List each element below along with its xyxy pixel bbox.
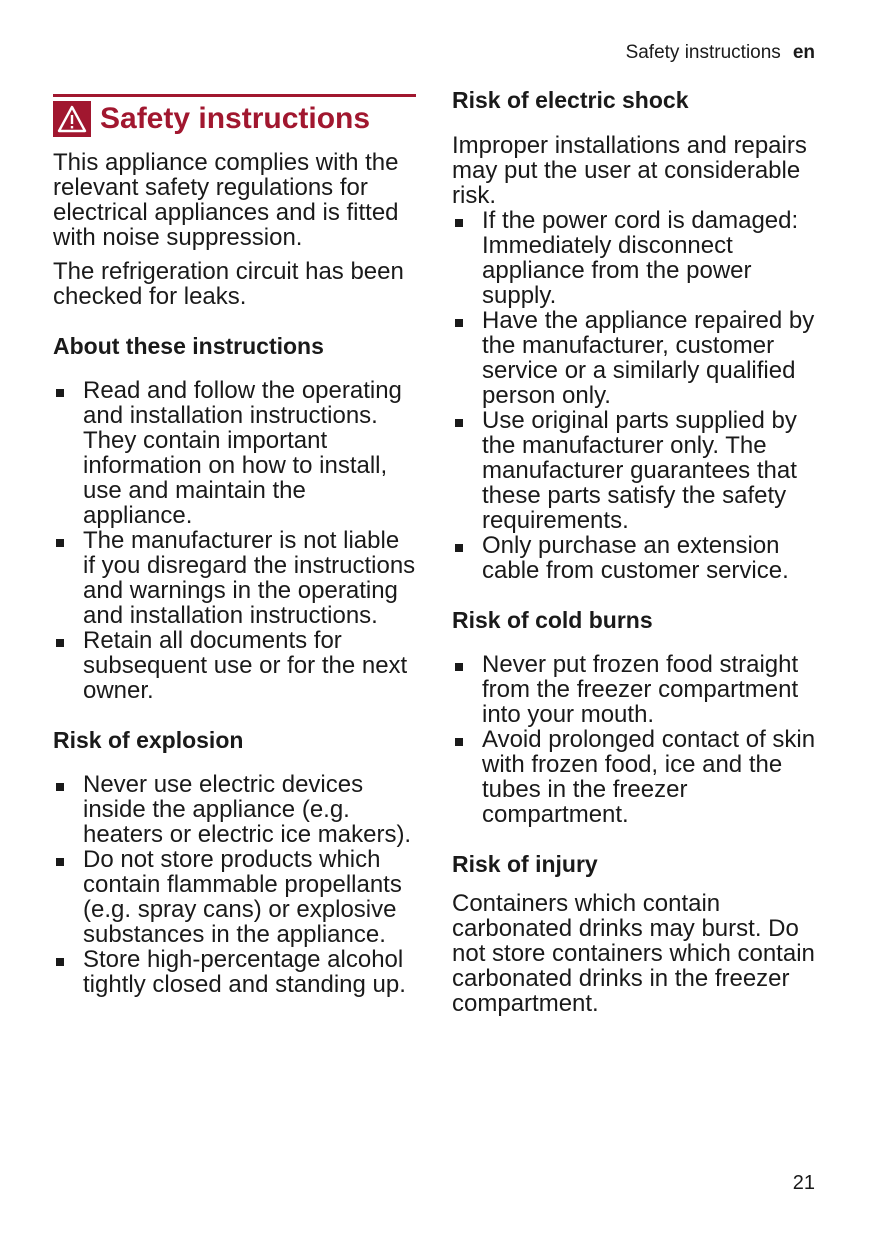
list-item-text: Never put frozen food straight from the freezer compartment into your mouth. xyxy=(482,651,799,728)
list-item-text: Never use electric devices inside the appliance (e.g. heaters or electric ice makers). xyxy=(83,771,412,848)
list-item-text: Store high-percentage alcohol tightly closed and standing up. xyxy=(83,946,406,998)
bullet-square-icon xyxy=(56,539,64,547)
cold-heading: Risk of cold burns xyxy=(452,607,653,633)
bullet-square-icon xyxy=(56,639,64,647)
electric-list xyxy=(452,208,822,583)
injury-paragraph: Containers which contain carbonated drinks may burst. Do not store containers which contain carbonated drinks in the freezer compartment. xyxy=(452,890,815,1017)
bullet-square-icon xyxy=(455,663,463,671)
bullet-square-icon xyxy=(56,389,64,397)
list-item-text: The manufacturer is not liable if you disregard the instructions and warnings in the operating and installation instructions. xyxy=(83,527,416,629)
list-item xyxy=(452,533,822,583)
injury-heading: Risk of injury xyxy=(452,851,598,877)
section-title xyxy=(53,101,416,137)
left-column xyxy=(53,94,416,997)
bullet-square-icon xyxy=(455,419,463,427)
bullet-square-icon xyxy=(455,219,463,227)
warning-icon xyxy=(53,101,91,137)
section-title-text: Safety instructions xyxy=(100,102,371,135)
bullet-square-icon xyxy=(455,738,463,746)
electric-intro: Improper installations and repairs may put the user at considerable risk. xyxy=(452,132,807,209)
bullet-square-icon xyxy=(455,319,463,327)
list-item xyxy=(452,308,822,408)
list-item-text: Avoid prolonged contact of skin with frozen food, ice and the tubes in the freezer compartment. xyxy=(482,726,816,828)
about-list xyxy=(53,378,416,703)
explosion-list xyxy=(53,772,416,997)
list-item xyxy=(53,772,416,847)
bullet-square-icon xyxy=(56,958,64,966)
explosion-heading: Risk of explosion xyxy=(53,727,244,753)
list-item-text: Do not store products which contain flammable propellants (e.g. spray cans) or explosive substances in the appliance. xyxy=(83,846,402,948)
bullet-square-icon xyxy=(56,858,64,866)
list-item xyxy=(53,947,416,997)
bullet-square-icon xyxy=(455,544,463,552)
right-column xyxy=(452,87,822,1016)
list-item xyxy=(452,727,822,827)
header-section-title: Safety instructions xyxy=(625,42,781,63)
list-item xyxy=(452,408,822,533)
page-number: 21 xyxy=(792,1172,815,1194)
cold-list xyxy=(452,652,822,827)
bullet-square-icon xyxy=(56,783,64,791)
language-code: en xyxy=(792,42,815,63)
intro-paragraph: The refrigeration circuit has been checked for leaks. xyxy=(53,258,404,310)
title-rule xyxy=(53,94,416,97)
list-item xyxy=(452,208,822,308)
electric-heading: Risk of electric shock xyxy=(452,87,689,113)
list-item xyxy=(53,378,416,528)
list-item-text: Retain all documents for subsequent use or for the next owner. xyxy=(83,627,408,704)
list-item-text: If the power cord is damaged: Immediately disconnect appliance from the power supply. xyxy=(482,207,799,309)
list-item xyxy=(53,628,416,703)
list-item-text: Read and follow the operating and installation instructions. They contain important information on how to install, use and maintain the appliance. xyxy=(83,377,402,529)
list-item-text: Have the appliance repaired by the manufacturer, customer service or a similarly qualified person only. xyxy=(482,307,815,409)
list-item xyxy=(53,847,416,947)
list-item xyxy=(452,652,822,727)
intro-paragraph: This appliance complies with the relevant safety regulations for electrical appliances and is fitted with noise suppression. xyxy=(53,149,399,251)
list-item-text: Only purchase an extension cable from customer service. xyxy=(482,532,789,584)
about-heading: About these instructions xyxy=(53,333,324,359)
list-item-text: Use original parts supplied by the manufacturer only. The manufacturer guarantees that these parts satisfy the safety requirements. xyxy=(482,407,797,534)
list-item xyxy=(53,528,416,628)
running-header xyxy=(626,42,815,64)
